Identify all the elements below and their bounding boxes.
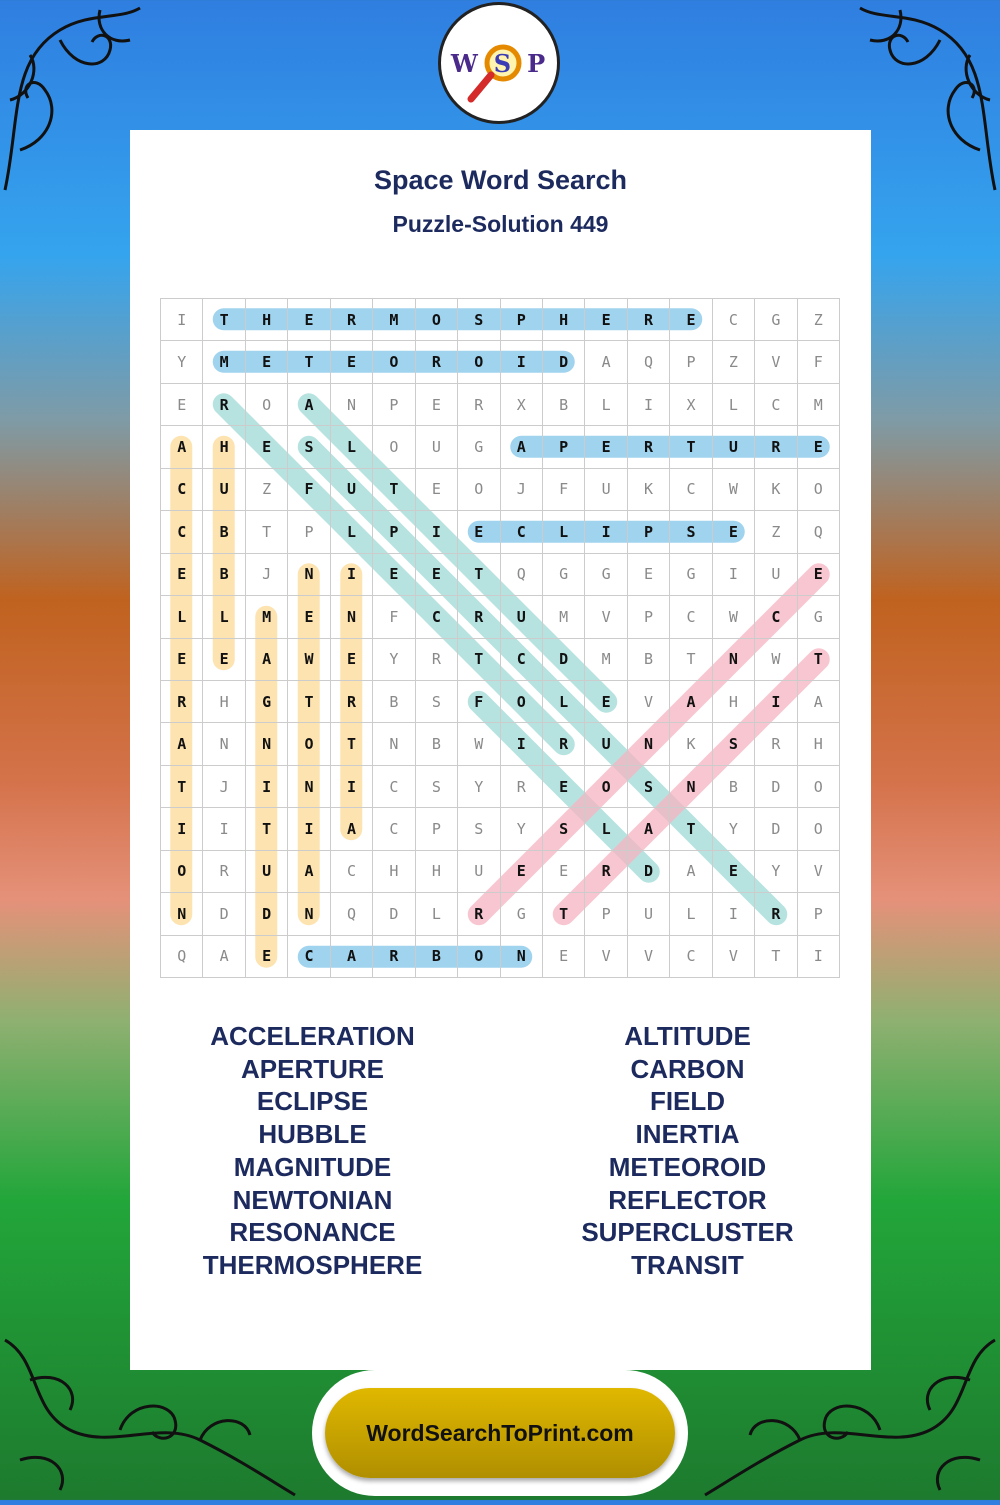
grid-cell[interactable]: W <box>755 639 797 681</box>
grid-cell[interactable]: D <box>628 851 670 893</box>
grid-cell[interactable]: O <box>585 766 627 808</box>
grid-cell[interactable]: T <box>331 723 373 765</box>
grid-cell[interactable]: T <box>670 426 712 468</box>
grid-cell[interactable]: Z <box>246 469 288 511</box>
grid-cell[interactable]: T <box>458 554 500 596</box>
grid-cell[interactable]: A <box>331 936 373 978</box>
grid-cell[interactable]: H <box>203 426 245 468</box>
grid-cell[interactable]: Z <box>798 299 840 341</box>
grid-cell[interactable]: Y <box>373 639 415 681</box>
grid-cell[interactable]: L <box>543 511 585 553</box>
word-search-board <box>160 298 840 978</box>
grid-cell[interactable]: C <box>670 596 712 638</box>
grid-cell[interactable]: N <box>331 596 373 638</box>
grid-cell[interactable]: T <box>798 639 840 681</box>
grid-cell[interactable]: T <box>161 766 203 808</box>
grid-cell[interactable]: B <box>416 723 458 765</box>
grid-cell[interactable]: C <box>501 639 543 681</box>
word-list-item: REFLECTOR <box>608 1184 767 1215</box>
grid-cell[interactable]: E <box>288 299 330 341</box>
logo-letter-s: S <box>493 48 514 78</box>
grid-cell[interactable]: A <box>161 426 203 468</box>
grid-cell[interactable]: I <box>628 384 670 426</box>
grid-cell[interactable]: G <box>670 554 712 596</box>
grid-cell[interactable]: P <box>798 893 840 935</box>
grid-cell[interactable]: A <box>501 426 543 468</box>
grid-cell[interactable]: P <box>373 511 415 553</box>
grid-cell[interactable]: I <box>798 936 840 978</box>
grid-cell[interactable]: Z <box>713 341 755 383</box>
grid-cell[interactable]: T <box>670 808 712 850</box>
grid-cell[interactable]: N <box>288 766 330 808</box>
grid-cell[interactable]: Y <box>501 808 543 850</box>
grid-cell[interactable]: T <box>670 639 712 681</box>
grid-cell[interactable]: D <box>203 893 245 935</box>
grid-cell[interactable]: N <box>331 384 373 426</box>
grid-cell[interactable]: F <box>798 341 840 383</box>
word-list-item: TRANSIT <box>631 1249 744 1280</box>
grid-cell[interactable]: M <box>543 596 585 638</box>
grid-cell[interactable]: X <box>670 384 712 426</box>
grid-cell[interactable]: E <box>543 766 585 808</box>
grid-cell[interactable]: E <box>288 596 330 638</box>
grid-cell[interactable]: I <box>203 808 245 850</box>
grid-cell[interactable]: E <box>501 851 543 893</box>
grid-cell[interactable]: K <box>755 469 797 511</box>
grid-cell[interactable]: C <box>670 936 712 978</box>
grid-cell[interactable]: Q <box>331 893 373 935</box>
grid-cell[interactable]: E <box>543 936 585 978</box>
grid-cell[interactable]: S <box>543 808 585 850</box>
grid-cell[interactable]: P <box>670 341 712 383</box>
grid-cell[interactable]: E <box>373 554 415 596</box>
grid-cell[interactable]: Y <box>755 851 797 893</box>
grid-cell[interactable]: C <box>416 596 458 638</box>
grid-cell[interactable]: C <box>501 511 543 553</box>
grid-cell[interactable]: E <box>585 299 627 341</box>
grid-cell[interactable]: D <box>543 639 585 681</box>
grid-cell[interactable]: T <box>288 681 330 723</box>
grid-cell[interactable]: A <box>628 808 670 850</box>
ornament-top-right <box>850 0 1000 200</box>
grid-cell[interactable]: R <box>458 384 500 426</box>
grid-cell[interactable]: O <box>798 766 840 808</box>
grid-cell[interactable]: O <box>246 384 288 426</box>
grid-cell[interactable]: I <box>246 766 288 808</box>
grid-cell[interactable]: N <box>670 766 712 808</box>
grid-cell[interactable]: E <box>585 426 627 468</box>
grid-cell[interactable]: E <box>416 469 458 511</box>
grid-cell[interactable]: M <box>373 299 415 341</box>
grid-cell[interactable]: E <box>246 936 288 978</box>
grid-cell[interactable]: G <box>585 554 627 596</box>
grid-cell[interactable]: O <box>501 681 543 723</box>
grid-cell[interactable]: E <box>416 554 458 596</box>
grid-cell[interactable]: T <box>288 341 330 383</box>
grid-cell[interactable]: E <box>416 384 458 426</box>
grid-cell[interactable]: B <box>203 511 245 553</box>
word-list-item: METEOROID <box>608 1151 767 1182</box>
grid-cell[interactable]: D <box>246 893 288 935</box>
grid-cell[interactable]: I <box>416 511 458 553</box>
grid-cell[interactable]: Q <box>628 341 670 383</box>
word-list-item: HUBBLE <box>258 1119 367 1150</box>
grid-cell[interactable]: E <box>331 639 373 681</box>
grid-cell[interactable]: S <box>670 511 712 553</box>
grid-cell[interactable]: B <box>203 554 245 596</box>
grid-cell[interactable]: R <box>203 851 245 893</box>
grid-cell[interactable]: S <box>458 808 500 850</box>
grid-cell[interactable]: S <box>713 723 755 765</box>
word-list-item: RESONANCE <box>229 1217 396 1248</box>
grid-cell[interactable]: N <box>628 723 670 765</box>
grid-cell[interactable]: Q <box>161 936 203 978</box>
grid-cell[interactable]: D <box>543 341 585 383</box>
grid-cell[interactable]: Y <box>458 766 500 808</box>
grid-cell[interactable]: V <box>628 936 670 978</box>
grid-cell[interactable]: L <box>331 511 373 553</box>
grid-cell[interactable]: I <box>713 893 755 935</box>
grid-cell[interactable]: F <box>458 681 500 723</box>
grid-cell[interactable]: T <box>373 469 415 511</box>
grid-cell[interactable]: B <box>416 936 458 978</box>
grid-cell[interactable]: E <box>713 851 755 893</box>
grid-cell[interactable]: O <box>458 936 500 978</box>
grid-cell[interactable]: W <box>713 469 755 511</box>
grid-cell[interactable]: L <box>416 893 458 935</box>
grid-cell[interactable]: E <box>713 511 755 553</box>
grid-cell[interactable]: N <box>501 936 543 978</box>
letter-grid <box>160 298 840 978</box>
grid-cell[interactable]: E <box>458 511 500 553</box>
grid-cell[interactable]: Y <box>713 808 755 850</box>
grid-cell[interactable]: V <box>585 596 627 638</box>
grid-cell[interactable]: N <box>161 893 203 935</box>
grid-cell[interactable]: F <box>373 596 415 638</box>
grid-cell[interactable]: C <box>755 384 797 426</box>
grid-cell[interactable]: R <box>458 596 500 638</box>
grid-cell[interactable]: L <box>203 596 245 638</box>
grid-cell[interactable]: C <box>161 469 203 511</box>
grid-cell[interactable]: P <box>628 511 670 553</box>
grid-cell[interactable]: R <box>755 723 797 765</box>
grid-cell[interactable]: E <box>543 851 585 893</box>
grid-cell[interactable]: A <box>331 808 373 850</box>
grid-cell[interactable]: E <box>246 341 288 383</box>
grid-cell[interactable]: E <box>670 299 712 341</box>
grid-cell[interactable]: R <box>373 936 415 978</box>
grid-cell[interactable]: A <box>670 851 712 893</box>
grid-cell[interactable]: W <box>288 639 330 681</box>
grid-cell[interactable]: A <box>585 341 627 383</box>
grid-cell[interactable]: V <box>798 851 840 893</box>
grid-cell[interactable]: V <box>585 936 627 978</box>
grid-cell[interactable]: L <box>331 426 373 468</box>
word-list-item: ACCELERATION <box>210 1021 415 1051</box>
grid-cell[interactable]: V <box>628 681 670 723</box>
logo-letter-p: P <box>527 48 548 78</box>
grid-cell[interactable]: U <box>585 469 627 511</box>
grid-cell[interactable]: U <box>755 554 797 596</box>
grid-cell[interactable]: Y <box>161 341 203 383</box>
grid-cell[interactable]: W <box>458 723 500 765</box>
page-title: Space Word Search <box>373 165 628 195</box>
grid-cell[interactable]: R <box>416 341 458 383</box>
grid-cell[interactable]: H <box>246 299 288 341</box>
word-list-left <box>130 1020 495 1282</box>
grid-cell[interactable]: A <box>161 723 203 765</box>
grid-cell[interactable]: G <box>755 299 797 341</box>
logo-letter-w: W <box>450 48 480 78</box>
grid-cell[interactable]: G <box>798 596 840 638</box>
grid-cell[interactable]: S <box>416 681 458 723</box>
word-list-item: SUPERCLUSTER <box>581 1217 794 1248</box>
grid-cell[interactable]: H <box>798 723 840 765</box>
grid-cell[interactable]: E <box>585 681 627 723</box>
grid-cell[interactable]: N <box>246 723 288 765</box>
grid-cell[interactable]: R <box>501 766 543 808</box>
grid-cell[interactable]: R <box>161 681 203 723</box>
ornament-top-left <box>0 0 150 200</box>
grid-cell[interactable]: R <box>416 639 458 681</box>
grid-cell[interactable]: E <box>798 426 840 468</box>
grid-cell[interactable]: V <box>713 936 755 978</box>
grid-cell[interactable]: A <box>288 384 330 426</box>
grid-cell[interactable]: F <box>543 469 585 511</box>
page-subtitle: Puzzle-Solution 449 <box>392 211 609 237</box>
grid-cell[interactable]: H <box>416 851 458 893</box>
grid-cell[interactable]: H <box>713 681 755 723</box>
grid-cell[interactable]: O <box>458 469 500 511</box>
grid-cell[interactable]: S <box>458 299 500 341</box>
grid-cell[interactable]: P <box>628 596 670 638</box>
grid-cell[interactable]: I <box>161 808 203 850</box>
logo-letters <box>451 49 547 78</box>
grid-cell[interactable]: E <box>331 341 373 383</box>
grid-cell[interactable]: I <box>331 766 373 808</box>
grid-cell[interactable]: E <box>798 554 840 596</box>
grid-cell[interactable]: L <box>161 596 203 638</box>
grid-cell[interactable]: N <box>288 893 330 935</box>
grid-cell[interactable]: L <box>585 808 627 850</box>
word-list-item: NEWTONIAN <box>232 1184 393 1215</box>
grid-cell[interactable]: T <box>246 511 288 553</box>
grid-cell[interactable]: F <box>288 469 330 511</box>
grid-cell[interactable]: O <box>373 341 415 383</box>
grid-cell[interactable]: B <box>628 639 670 681</box>
grid-cell[interactable]: O <box>288 723 330 765</box>
grid-cell[interactable]: M <box>798 384 840 426</box>
grid-cell[interactable]: O <box>798 808 840 850</box>
grid-cell[interactable]: M <box>203 341 245 383</box>
grid-cell[interactable]: C <box>373 808 415 850</box>
grid-cell[interactable]: G <box>501 893 543 935</box>
grid-cell[interactable]: P <box>288 511 330 553</box>
grid-cell[interactable]: H <box>203 681 245 723</box>
grid-cell[interactable]: D <box>373 893 415 935</box>
grid-cell[interactable]: O <box>798 469 840 511</box>
grid-cell[interactable]: C <box>161 511 203 553</box>
grid-cell[interactable]: O <box>416 299 458 341</box>
grid-cell[interactable]: B <box>713 766 755 808</box>
grid-cell[interactable]: R <box>628 299 670 341</box>
grid-cell[interactable]: U <box>713 426 755 468</box>
grid-cell[interactable]: H <box>543 299 585 341</box>
grid-cell[interactable]: A <box>798 681 840 723</box>
grid-cell[interactable]: C <box>373 766 415 808</box>
grid-cell[interactable]: M <box>246 596 288 638</box>
grid-cell[interactable]: Q <box>798 511 840 553</box>
grid-cell[interactable]: A <box>246 639 288 681</box>
grid-cell[interactable]: P <box>585 893 627 935</box>
grid-cell[interactable]: R <box>755 893 797 935</box>
grid-cell[interactable]: R <box>203 384 245 426</box>
grid-cell[interactable]: A <box>203 936 245 978</box>
grid-cell[interactable]: J <box>501 469 543 511</box>
grid-cell[interactable]: G <box>543 554 585 596</box>
grid-cell[interactable]: K <box>670 723 712 765</box>
grid-cell[interactable]: V <box>755 341 797 383</box>
grid-cell[interactable]: O <box>161 851 203 893</box>
site-link-button[interactable]: WordSearchToPrint.com <box>325 1388 675 1478</box>
grid-cell[interactable]: P <box>416 808 458 850</box>
grid-cell[interactable]: M <box>585 639 627 681</box>
grid-cell[interactable]: J <box>203 766 245 808</box>
word-list-item: MAGNITUDE <box>233 1151 392 1182</box>
grid-cell[interactable]: H <box>373 851 415 893</box>
grid-cell[interactable]: N <box>713 639 755 681</box>
grid-cell[interactable]: O <box>458 341 500 383</box>
grid-cell[interactable]: S <box>288 426 330 468</box>
grid-cell[interactable]: W <box>713 596 755 638</box>
grid-cell[interactable]: G <box>246 681 288 723</box>
grid-cell[interactable]: E <box>203 639 245 681</box>
grid-cell[interactable]: L <box>585 384 627 426</box>
grid-cell[interactable]: I <box>161 299 203 341</box>
grid-cell[interactable]: S <box>416 766 458 808</box>
grid-cell[interactable]: E <box>161 639 203 681</box>
grid-cell[interactable]: U <box>203 469 245 511</box>
word-list-item: CARBON <box>630 1053 745 1084</box>
grid-cell[interactable]: T <box>458 639 500 681</box>
grid-cell[interactable]: A <box>288 851 330 893</box>
grid-cell[interactable]: I <box>585 511 627 553</box>
grid-cell[interactable]: U <box>628 893 670 935</box>
grid-cell[interactable]: R <box>331 681 373 723</box>
grid-cell[interactable]: S <box>628 766 670 808</box>
grid-cell[interactable]: L <box>713 384 755 426</box>
grid-cell[interactable]: I <box>501 723 543 765</box>
grid-cell[interactable]: R <box>331 299 373 341</box>
word-list-item: INERTIA <box>635 1119 740 1150</box>
grid-cell[interactable]: N <box>288 554 330 596</box>
grid-cell[interactable]: L <box>670 893 712 935</box>
grid-cell[interactable]: T <box>755 936 797 978</box>
grid-cell[interactable]: A <box>670 681 712 723</box>
grid-cell[interactable]: T <box>246 808 288 850</box>
word-list-item: APERTURE <box>240 1053 384 1084</box>
grid-cell[interactable]: Q <box>501 554 543 596</box>
grid-cell[interactable]: I <box>755 681 797 723</box>
grid-cell[interactable]: E <box>628 554 670 596</box>
grid-cell[interactable]: I <box>501 341 543 383</box>
word-list-item: FIELD <box>649 1086 726 1117</box>
puzzle-card <box>130 130 871 1370</box>
grid-cell[interactable]: P <box>501 299 543 341</box>
grid-cell[interactable]: E <box>246 426 288 468</box>
grid-cell[interactable]: I <box>331 554 373 596</box>
grid-cell[interactable]: L <box>543 681 585 723</box>
grid-cell[interactable]: R <box>458 893 500 935</box>
grid-cell[interactable]: R <box>755 426 797 468</box>
grid-cell[interactable]: B <box>543 384 585 426</box>
word-list-item: THERMOSPHERE <box>202 1249 423 1280</box>
grid-cell[interactable]: I <box>713 554 755 596</box>
grid-cell[interactable]: O <box>373 426 415 468</box>
grid-cell[interactable]: E <box>161 554 203 596</box>
grid-cell[interactable]: R <box>628 426 670 468</box>
grid-cell[interactable]: C <box>331 851 373 893</box>
grid-cell[interactable]: D <box>755 766 797 808</box>
grid-cell[interactable]: T <box>543 893 585 935</box>
grid-cell[interactable]: U <box>458 851 500 893</box>
grid-cell[interactable]: C <box>670 469 712 511</box>
wsp-logo <box>438 2 560 124</box>
grid-cell[interactable]: N <box>203 723 245 765</box>
grid-cell[interactable]: Z <box>755 511 797 553</box>
grid-cell[interactable]: C <box>288 936 330 978</box>
word-list-item: ECLIPSE <box>256 1086 369 1117</box>
grid-cell[interactable]: U <box>331 469 373 511</box>
grid-cell[interactable]: I <box>288 808 330 850</box>
grid-cell[interactable]: G <box>458 426 500 468</box>
grid-cell[interactable]: U <box>585 723 627 765</box>
grid-cell[interactable]: X <box>501 384 543 426</box>
grid-cell[interactable]: C <box>713 299 755 341</box>
grid-cell[interactable]: E <box>161 384 203 426</box>
grid-cell[interactable]: R <box>585 851 627 893</box>
grid-cell[interactable]: U <box>246 851 288 893</box>
grid-cell[interactable]: B <box>373 681 415 723</box>
grid-cell[interactable]: P <box>373 384 415 426</box>
grid-cell[interactable]: C <box>755 596 797 638</box>
grid-cell[interactable]: N <box>373 723 415 765</box>
grid-cell[interactable]: U <box>416 426 458 468</box>
grid-cell[interactable]: U <box>501 596 543 638</box>
grid-cell[interactable]: J <box>246 554 288 596</box>
word-list-item: ALTITUDE <box>624 1021 751 1051</box>
grid-cell[interactable]: K <box>628 469 670 511</box>
grid-cell[interactable]: D <box>755 808 797 850</box>
grid-cell[interactable]: R <box>543 723 585 765</box>
grid-cell[interactable]: P <box>543 426 585 468</box>
grid-cell[interactable]: T <box>203 299 245 341</box>
word-list-right <box>500 1020 875 1282</box>
